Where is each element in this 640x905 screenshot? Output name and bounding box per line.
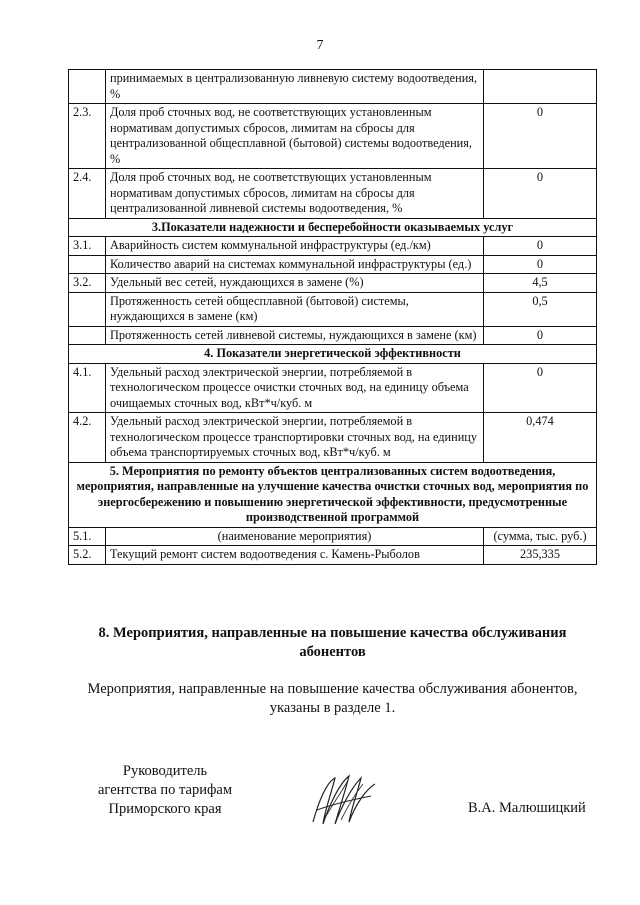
row-number [69, 70, 106, 104]
signer-name: В.А. Малюшицкий [468, 800, 586, 816]
row-description: Доля проб сточных вод, не соответствующих установленным нормативам допустимых сбросов, лимитам на сбросы для централизованной общесплавной (бытовой) системы водоотведения, % [106, 104, 484, 169]
table-row [69, 292, 597, 326]
signer-line-1: Руководитель [122, 763, 208, 779]
table-row [69, 237, 597, 256]
handwritten-signature [305, 770, 385, 830]
row-value [484, 70, 597, 104]
table-row [69, 413, 597, 463]
section-header-row [69, 345, 597, 364]
row-description: Протяженность сетей ливневой системы, нуждающихся в замене (км) [106, 326, 484, 345]
section-title: 3.Показатели надежности и бесперебойности оказываемых услуг [69, 218, 597, 237]
row-value: 0 [484, 237, 597, 256]
row-value: 4,5 [484, 274, 597, 293]
signer-line-2: агентства по тарифам [98, 782, 232, 798]
row-number: 4.2. [69, 413, 106, 463]
row-description: Аварийность систем коммунальной инфраструктуры (ед./км) [106, 237, 484, 256]
table-row [69, 546, 597, 565]
row-value: 0 [484, 104, 597, 169]
signer-position [70, 762, 260, 819]
page-number: 7 [316, 38, 324, 53]
row-value: 0,5 [484, 292, 597, 326]
table-row [69, 255, 597, 274]
row-description: Количество аварий на системах коммунальной инфраструктуры (ед.) [106, 255, 484, 274]
row-value: 0,474 [484, 413, 597, 463]
table-row [69, 363, 597, 413]
row-description: принимаемых в централизованную ливневую систему водоотведения, % [106, 70, 484, 104]
section-header-row [69, 218, 597, 237]
row-description: (наименование мероприятия) [106, 527, 484, 546]
row-number [69, 326, 106, 345]
section-title: 4. Показатели энергетической эффективности [69, 345, 597, 364]
table-row [69, 527, 597, 546]
table-row [69, 274, 597, 293]
section-header-row [69, 462, 597, 527]
row-number: 2.3. [69, 104, 106, 169]
indicators-table [68, 69, 597, 565]
row-number: 3.1. [69, 237, 106, 256]
row-number [69, 292, 106, 326]
row-number: 4.1. [69, 363, 106, 413]
row-number: 5.1. [69, 527, 106, 546]
row-number: 5.2. [69, 546, 106, 565]
row-value: 0 [484, 326, 597, 345]
row-description: Протяженность сетей общесплавной (бытовой) системы, нуждающихся в замене (км) [106, 292, 484, 326]
table-row [69, 104, 597, 169]
row-value: (сумма, тыс. руб.) [484, 527, 597, 546]
table-row [69, 169, 597, 219]
row-description: Доля проб сточных вод, не соответствующих установленным нормативам допустимых сбросов, лимитам на сбросы для централизованной ливневой системы водоотведения, % [106, 169, 484, 219]
row-description: Удельный вес сетей, нуждающихся в замене (%) [106, 274, 484, 293]
row-value: 0 [484, 255, 597, 274]
section-8-heading: 8. Мероприятия, направленные на повышение качества обслуживания абонентов [98, 625, 567, 660]
row-value: 235,335 [484, 546, 597, 565]
row-value: 0 [484, 169, 597, 219]
row-description: Текущий ремонт систем водоотведения с. Камень-Рыболов [106, 546, 484, 565]
row-description: Удельный расход электрической энергии, потребляемой в технологическом процессе очистки сточных вод, на единицу объема очищаемых сточных вод, кВт*ч/куб. м [106, 363, 484, 413]
row-value: 0 [484, 363, 597, 413]
row-number: 2.4. [69, 169, 106, 219]
row-number: 3.2. [69, 274, 106, 293]
row-description: Удельный расход электрической энергии, потребляемой в технологическом процессе транспортировки сточных вод, на единицу объема транспортируемых сточных вод, кВт*ч/куб. м [106, 413, 484, 463]
section-8-paragraph: Мероприятия, направленные на повышение качества обслуживания абонентов, указаны в разделе 1. [87, 681, 578, 716]
table-row [69, 70, 597, 104]
row-number [69, 255, 106, 274]
signer-line-3: Приморского края [108, 801, 222, 817]
table-row [69, 326, 597, 345]
section-title: 5. Мероприятия по ремонту объектов централизованных систем водоотведения, мероприятия, направленные на улучшение качества очистки сточных вод, мероприятия по энергосбережению и повышению энергетической эффективности, предусмотренные производственной программой [69, 462, 597, 527]
